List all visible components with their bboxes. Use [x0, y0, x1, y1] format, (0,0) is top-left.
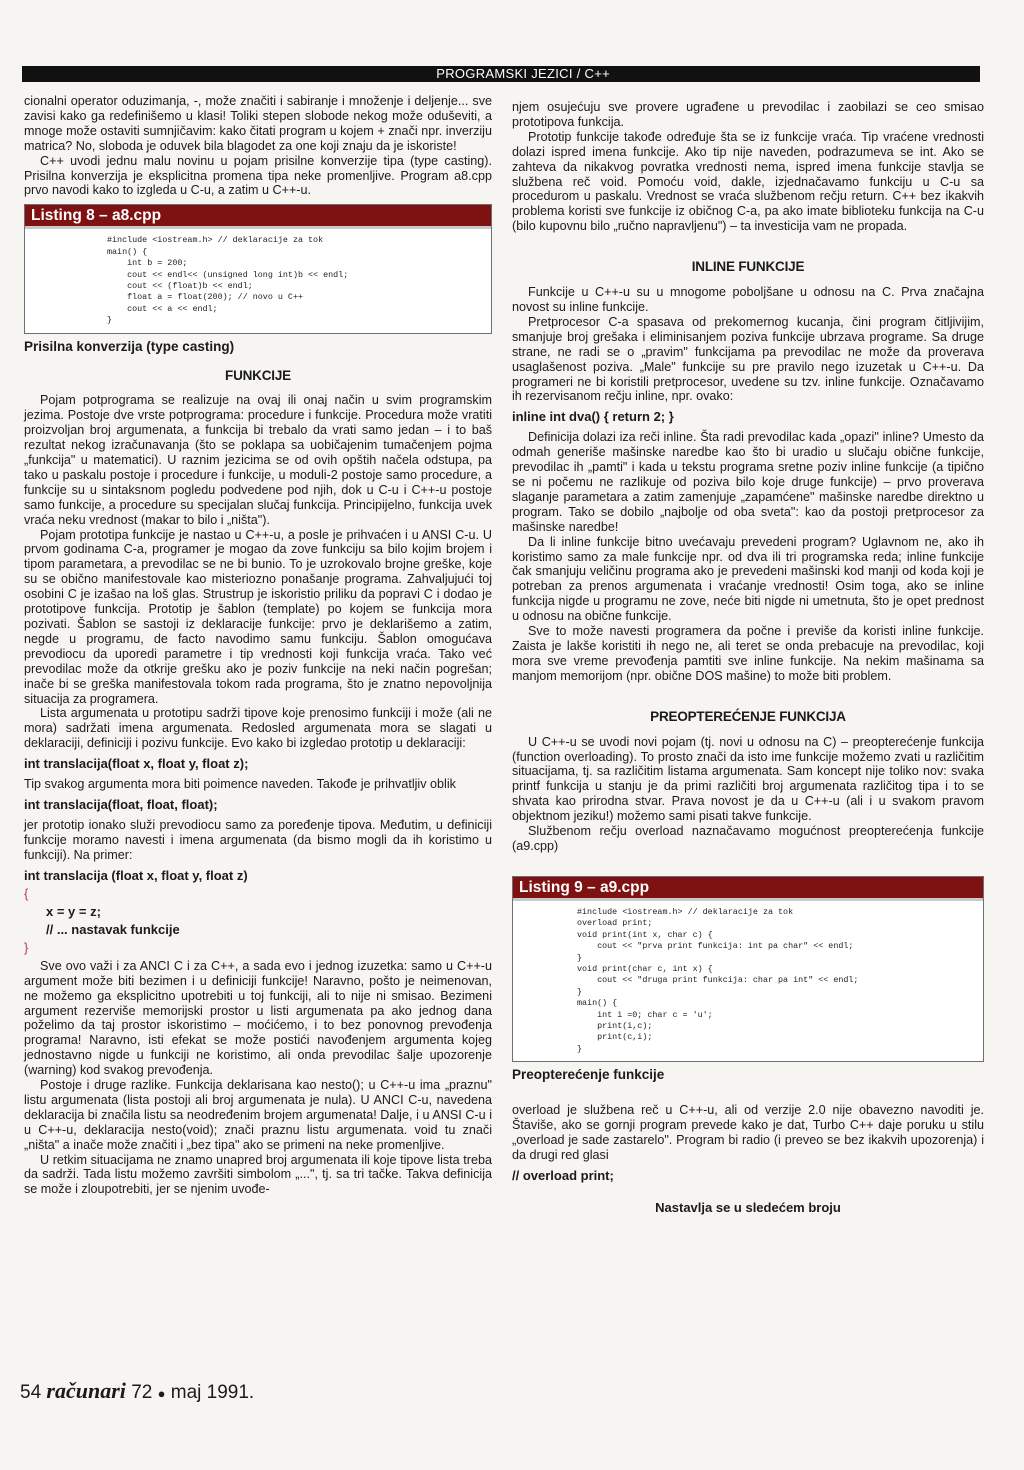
- paragraph: Funkcije u C++-u su u mnogome poboljšane u odnosu na C. Prva značajna novost su inline funkcije.: [512, 285, 984, 314]
- section-heading: PREOPTEREĆENJE FUNKCIJA: [650, 708, 846, 724]
- paragraph: Službenom rečju overload naznačavamo mogućnost preopterećenja funkcije (a9.cpp): [512, 824, 984, 853]
- paragraph: Sve to može navesti programera da počne i previše da koristi inline funkcije. Zaista je lakše koristiti ih nego ne, ali teret se onda prebacuje na prevodilac, koji mora sve vreme prevođenja pamtiti sve inline funkcije. Na nekim mašinama sa manjom memorijom (npr. obične DOS mašine) to može biti problem.: [512, 624, 984, 683]
- code-line: inline int dva() { return 2; }: [512, 409, 674, 425]
- code-line: x = y = z;: [46, 903, 101, 919]
- magazine-logo: računari: [46, 1378, 126, 1403]
- bullet-icon: ●: [157, 1386, 166, 1401]
- paragraph: Da li inline funkcije bitno uvećavaju prevedeni program? Uglavnom ne, ako ih koristimo samo za male funkcije npr. od dva ili tri programska reda; inline funkcije čak smanjuju veličinu programa ako je prevedeni mašinski kod manji od koda koji je potreban za prenos argumenata i vraćanje vrednosti! Osim toga, ako se inline funkcija nigde u programu ne zove, neće biti nigde ni umetnuta, što je opet prednost u odnosu na obične funkcije.: [512, 534, 984, 624]
- left-column: [24, 94, 492, 1197]
- code-line: // overload print;: [512, 1167, 614, 1183]
- code-line: // ... nastavak funkcije: [46, 921, 180, 937]
- code-line: int translacija (float x, float y, float z): [24, 867, 248, 883]
- issue-number: 72: [131, 1382, 153, 1403]
- listing-code: #include <iostream.h> // deklaracije za tok main() { int b = 200; cout << endl<< (unsigned long int)b << endl; cout << (float)b << endl; float a = float(200); // novo u C++ cout << a << endl; }: [107, 235, 349, 326]
- code-line: int translacija(float x, float y, float z);: [24, 756, 249, 772]
- listing-title: Listing 9 – a9.cpp: [513, 877, 983, 901]
- code-brace: }: [24, 939, 29, 955]
- page-footer: [20, 1378, 254, 1404]
- section-heading: FUNKCIJE: [225, 367, 291, 383]
- paragraph: Prototip funkcije takođe određuje šta se iz funkcije vraća. Tip vraćene vrednosti dolazi ispred imena funkcije. Ako tip nije naveden, podrazumeva se int. Ako se zahteva da nikakvog povratka vrednosti nema, ispred imena funkcije stavlja se službena reč void. Pomoću void, dakle, izjednačavamo funkciju u C-u sa procedurom u paskalu. Vrednost se vraća službenom rečju return. C++ bez ikakvih problema koristi sve funkcije iz običnog C-a, pa ako imate biblioteku funkcija na C-u (bilo kupovnu bilo „ručno napravljenu") – ta investicija vam ne propada.: [512, 129, 984, 234]
- section-header: PROGRAMSKI JEZICI / C++: [436, 66, 610, 81]
- issue-date: maj 1991.: [170, 1382, 255, 1403]
- paragraph: Lista argumenata u prototipu sadrži tipove koje prenosimo funkciji i može (ali ne mora) sadržati imena argumenata. Redosled argumenata mora se slagati u deklaraciji, definiciji i pozivu funkcije. Evo kako bi izgledao prototip u deklaraciji:: [24, 706, 492, 751]
- listing-code: #include <iostream.h> // deklaracije za tok overload print; void print(int x, char c) { cout << "prva print funkcija: int pa char" << endl; } void print(char c, int x) { cout << "druga print funkcija: char pa int" << endl; } main() { int i =0; char c = 'u'; print(i,c); print(c,i); }: [577, 906, 859, 1054]
- right-column: [512, 100, 984, 1216]
- paragraph: U C++-u se uvodi novi pojam (tj. novi u odnosu na C) – preopterećenje funkcija (function overloading). To prosto znači da isto ime funkcije možemo zvati u različitim situacijama, tj. sa različitim listama argumenata. Sam koncept nije toliko nov: svaka printf funkcija u stanju je da primi različiti broj argumenata različitog tipa i to se shvata kao prirodna stvar. Prava novost je da u C++-u (ali i u svakom pravom objektnom jeziku!) možemo sami pisati takve funkcije.: [512, 734, 984, 824]
- listing-title: Listing 8 – a8.cpp: [25, 205, 491, 229]
- paragraph: U retkim situacijama ne znamo unapred broj argumenata ili koje tipove lista treba da sadrži. Tada listu možemo završiti simbolom „...", tj. sa tri tačke. Takva definicija se može i zloupotrebiti, jer se njenim uvođe-: [24, 1152, 492, 1197]
- paragraph: cionalni operator oduzimanja, -, može značiti i sabiranje i množenje i deljenje... sve zavisi kako ga redefinišemo u klasi! Toliki stepen slobode nekog može oduševiti, a mnoge može ostaviti sumnjičavim: kako čitati program u kojem + znači npr. inverziju matrica? No, sloboda je oduvek bila blagodet za one koji znaju da je iskoriste!: [24, 94, 492, 153]
- paragraph: Pojam potprograma se realizuje na ovaj ili onaj način u svim programskim jezima. Postoje dve vrste potprograma: procedure i funkcije. Procedura može vratiti proizvoljan broj argumenata, a funkcija bi trebalo da vrati samo jedan – i to baš rezultat nekog izračunavanja (što se poklapa sa uobičajenim tumačenjem pojma „funkcija" u matematici). U raznim jezicima se od ovih opštih načela odstupa, pa tako u paskalu postoje i procedure i funkcije, u moduli-2 postoje samo procedure, a funkcije su u sintaksnom pogledu podvedene pod njih, dok u C-u i C++-u postoje samo funkcije, a procedure su specijalan slučaj funkcija. Principijelno, funkcija uvek vraća neku vrednost (makar to bilo i „ništa").: [24, 393, 492, 527]
- section-header-bar: [22, 66, 980, 82]
- paragraph: Tip svakog argumenta mora biti poimence naveden. Takođe je prihvatljiv oblik: [24, 777, 456, 792]
- paragraph: overload je službena reč u C++-u, ali od verzije 2.0 nije obavezno navoditi je. Štaviše, ako se gornji program prevede kako je dat, Turbo C++ daje poruku u stilu „overload je sade zastarelo". Program bi radio (i preveo se bez ikakvih upozorenja) i da drugi red glasi: [512, 1103, 984, 1162]
- section-heading: INLINE FUNKCIJE: [691, 259, 805, 275]
- code-brace: {: [24, 885, 29, 901]
- paragraph: Definicija dolazi iza reči inline. Šta radi prevodilac kada „opazi" inline? Umesto da odmah generiše mašinske naredbe kao što bi uradio u slučaju obične funkcije, prevodilac ih „pamti" i kada u tekstu programa sretne poziv inline funkcije (a tipično se ni počemu ne razlikuje od poziva bilo koje druge funkcije) – prvo proverava slaganje parametara a zatim zamenjuje „zapamćene" mašinske naredbe direktno u program. Tako se dobilo „najbolje od oba sveta": kao da postoji pretprocesor za mašinske naredbe!: [512, 430, 984, 534]
- paragraph: C++ uvodi jednu malu novinu u pojam prisilne konverzije tipa (type casting). Prisilna konverzija je eksplicitna promena tipa neke promenljive. Program a8.cpp prvo navodi kako to izgleda u C-u, a zatim u C++-u.: [24, 153, 492, 198]
- paragraph: njem osujećuju sve provere ugrađene u prevodilac i zaobilazi se ceo smisao prototipova funkcija.: [512, 100, 984, 129]
- paragraph: Sve ovo važi i za ANCI C i za C++, a sada evo i jednog izuzetka: samo u C++-u argument može biti bezimen i u definiciji funkcije! Naravno, pošto je neimenovan, ne možemo ga eksplicitno upotrebiti u toj funkciji, ali to nije ni smisao. Bezimeni argument rezerviše memorijski prostor u listi argumenata pa ako jednog dana poželimo da taj prostor iskoristimo – moćićemo, i to bez ponovnog prevođenja programa! Naravno, isti efekat se može postići navođenjem argumenta kojeg jednostavno nigde u funkciji ne koristimo, ali onda prevodilac šalje upozorenje (warning) kod svakog prevođenja.: [24, 958, 492, 1078]
- paragraph: jer prototip ionako služi prevodiocu samo za poređenje tipova. Međutim, u definiciji funkcije moramo navesti i imena argumenata (da bismo mogli da ih koristimo u funkciji). Na primer:: [24, 818, 492, 862]
- paragraph: Pretprocesor C-a spasava od prekomernog kucanja, čini program čitljivijim, smanjuje broj grešaka i eliminisanjem poziva funkcije ubrzava programe. Sa druge strane, ne radi se o „pravim" funkcijama pa prevodilac ne može da proverava usaglašenost poziva. „Male" funkcije su pre pravilo nego izuzetak u C++-u. Da programeri ne bi koristili pretprocesor, uvedene su tzv. inline funkcije. Označavamo ih rezervisanom rečju inline, npr. ovako:: [512, 314, 984, 404]
- listing-8: [24, 204, 492, 333]
- listing-caption: Prisilna konverzija (type casting): [24, 338, 235, 354]
- page-number: 54: [20, 1382, 42, 1403]
- listing-caption: Preopterećenje funkcije: [512, 1067, 665, 1083]
- paragraph: Pojam prototipa funkcije je nastao u C++-u, a posle je prihvaćen i u ANSI C-u. U prvom godinama C-a, programer je mogao da zove funkciju sa bilo kojim brojem i tipom parametara, a prevodilac se ne bi bunio. To je uzrokovalo brojne greške, koje su se obično manifestovale kao misteriozno ponašanje programa. Zahvaljujući toj osobini C je izašao na loš glas. Strustrup je iskoristio priliku da popravi C i dodao je prototipove funkcija. Prototip je šablon (template) po kojem se funkcija mora pozivati. Šablon se sastoji iz deklaracije funkcije: prvo je deklarišemo a zatim, negde u programu, de facto navodimo samu funkciju. Šablon omogućava prevodiocu da uporedi parametre i tip vrednosti koji funkcija vraća. Tako već prevodilac može da otkrije grešku ako je poziv funkcije na neki način pogrešan; inače bi se greška manifestovala tokom rada programa, što je znatno nepovoljnija situacija za programera.: [24, 527, 492, 706]
- code-line: int translacija(float, float, float);: [24, 797, 218, 813]
- continued-note: Nastavlja se u sledećem broju: [655, 1199, 841, 1215]
- listing-9: [512, 876, 984, 1062]
- paragraph: Postoje i druge razlike. Funkcija deklarisana kao nesto(); u C++-u ima „praznu" listu argumenata (lista postoji ali broj argumenata je nula). U ANCI C-u, navedena deklaracija bi značila listu sa neodređenim brojem argumenata! Dalje, i u ANSI C-u i u C++-u, deklaracija nesto(void); znači praznu listu argumenata. void tu znači „ništa" a inače može značiti i „bez tipa" ako se primeni na neke promenljive.: [24, 1078, 492, 1152]
